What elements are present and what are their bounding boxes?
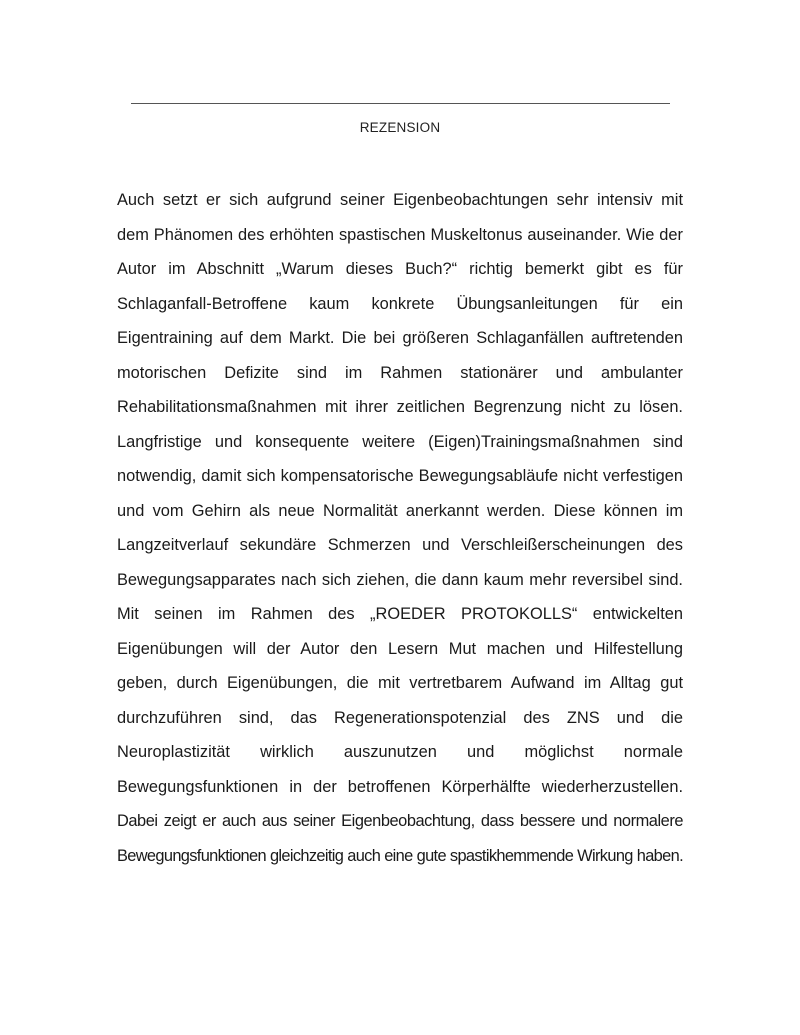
paragraph-line: Auch setzt er sich aufgrund seiner Eigenbeobachtungen sehr intensiv mit	[117, 191, 683, 209]
paragraph-line: Eigenübungen will der Autor den Lesern Mut machen und Hilfestellung	[117, 639, 683, 658]
paragraph-line: Langfristige und konsequente weitere (Eigen)Trainingsmaßnahmen sind	[117, 432, 683, 451]
paragraph-line: Eigentraining auf dem Markt. Die bei größeren Schlaganfällen auftretenden	[117, 329, 683, 347]
paragraph-line: motorischen Defizite sind im Rahmen stationärer und ambulanter	[117, 363, 683, 382]
header-rule	[131, 103, 670, 104]
paragraph-line: Rehabilitationsmaßnahmen mit ihrer zeitlichen Begrenzung nicht zu lösen.	[117, 398, 683, 416]
paragraph-line: Bewegungsfunktionen gleichzeitig auch eine gute spastikhemmende Wirkung haben.	[117, 846, 683, 865]
paragraph-line: geben, durch Eigenübungen, die mit vertretbarem Aufwand im Alltag gut	[117, 674, 683, 692]
paragraph-line: Mit seinen im Rahmen des „ROEDER PROTOKOLLS“ entwickelten	[117, 605, 683, 623]
paragraph-line: Schlaganfall-Betroffene kaum konkrete Übungsanleitungen für ein	[117, 294, 683, 313]
page-header-title: REZENSION	[359, 120, 441, 135]
paragraph-line: Autor im Abschnitt „Warum dieses Buch?“ richtig bemerkt gibt es für	[117, 260, 683, 278]
paragraph-line: und vom Gehirn als neue Normalität anerkannt werden. Diese können im	[117, 501, 683, 520]
paragraph-line: dem Phänomen des erhöhten spastischen Muskeltonus auseinander. Wie der	[117, 225, 683, 244]
paragraph-line: Langzeitverlauf sekundäre Schmerzen und Verschleißerscheinungen des	[117, 536, 683, 554]
review-paragraph	[117, 183, 683, 873]
paragraph-line: Neuroplastizität wirklich auszunutzen und möglichst normale	[117, 743, 683, 761]
paragraph-line: notwendig, damit sich kompensatorische Bewegungsabläufe nicht verfestigen	[117, 467, 683, 485]
paragraph-line: durchzuführen sind, das Regenerationspotenzial des ZNS und die	[117, 708, 683, 727]
paragraph-line: Bewegungsfunktionen in der betroffenen Körperhälfte wiederherzustellen.	[117, 777, 683, 796]
paragraph-line: Bewegungsapparates nach sich ziehen, die dann kaum mehr reversibel sind.	[117, 570, 683, 589]
paragraph-line: Dabei zeigt er auch aus seiner Eigenbeobachtung, dass bessere und normalere	[117, 812, 683, 830]
